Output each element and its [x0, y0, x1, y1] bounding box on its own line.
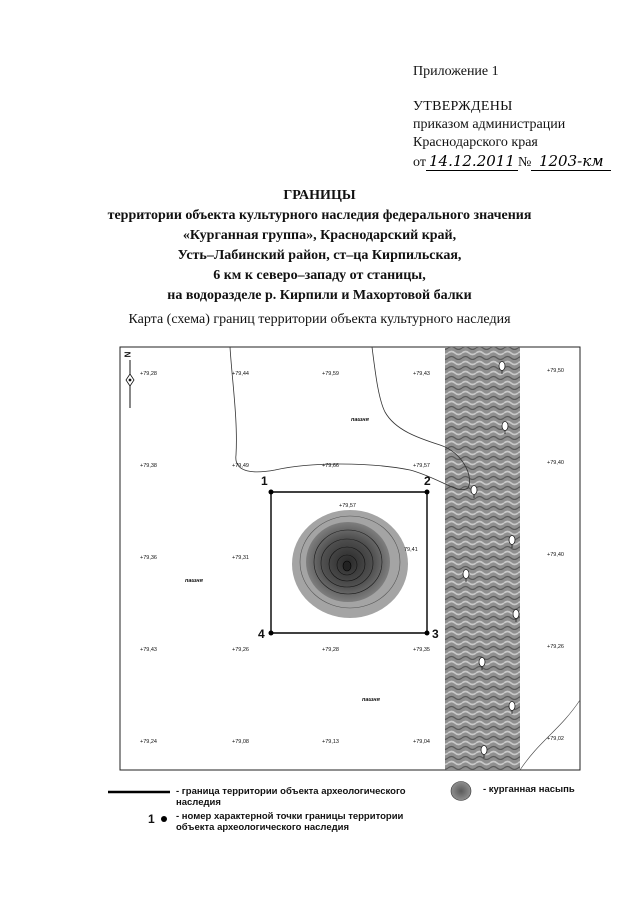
boundary-point-label: 1 — [261, 474, 268, 488]
elevation-label: +79,36 — [140, 555, 157, 561]
elevation-label: +79,02 — [547, 736, 564, 742]
order-line-1: приказом администрации — [413, 117, 566, 132]
legend-point-symbol: 1 — [148, 812, 155, 826]
legend-point-text — [176, 811, 456, 833]
map-caption: Карта (схема) границ территории объекта культурного наследия — [128, 312, 511, 327]
elevation-label: +79,28 — [322, 647, 339, 653]
elevation-label: +79,26 — [232, 647, 249, 653]
number-prefix: № — [517, 155, 532, 170]
title-line-4: Усть–Лабинский район, ст–ца Кирпильская, — [177, 248, 462, 263]
kurgan-mound — [292, 510, 408, 618]
elevation-label: +79,50 — [547, 368, 564, 374]
north-label: N — [123, 351, 133, 358]
legend-point-marker — [161, 816, 167, 822]
title-line-3: «Курганная группа», Краснодарский край, — [182, 228, 457, 243]
elevation-label: +79,43 — [140, 647, 157, 653]
elevation-label: +79,28 — [140, 371, 157, 377]
boundary-point-marker — [425, 631, 430, 636]
legend-boundary-line-2: наследия — [176, 797, 221, 808]
elevation-label: +79,40 — [547, 460, 564, 466]
legend-boundary-text — [176, 786, 446, 808]
legend-mound-icon — [451, 782, 471, 801]
elevation-label: +79,13 — [322, 739, 339, 745]
legend-boundary-line-1: - граница территории объекта археологического — [176, 786, 406, 797]
title-line-2: территории объекта культурного наследия федерального значения — [107, 208, 532, 223]
legend-mound-text: - курганная насыпь — [483, 784, 575, 795]
field-label: пашня — [185, 578, 203, 584]
elevation-label: +79,04 — [413, 739, 430, 745]
elevation-label: +79,38 — [140, 463, 157, 469]
boundary-point-marker — [269, 631, 274, 636]
field-label: пашня — [362, 697, 380, 703]
elevation-label: +79,35 — [413, 647, 430, 653]
elevation-label: +79,26 — [547, 644, 564, 650]
title-line-1: ГРАНИЦЫ — [283, 188, 356, 203]
order-line-2: Краснодарского края — [413, 135, 538, 150]
elevation-label: +79,31 — [232, 555, 249, 561]
boundary-point-label: 3 — [432, 627, 439, 641]
boundary-point-label: 4 — [258, 627, 265, 641]
elevation-label: +79,43 — [413, 371, 430, 377]
appendix-label: Приложение 1 — [413, 64, 499, 79]
elevation-label: +79,40 — [547, 552, 564, 558]
title-line-5: 6 км к северо–западу от станицы, — [213, 268, 426, 283]
handwritten-date: 14.12.2011 — [426, 152, 518, 171]
boundary-point-marker — [425, 490, 430, 495]
title-line-6: на водоразделе р. Кирпили и Махортовой балки — [167, 288, 472, 303]
elevation-label: +79,49 — [232, 463, 249, 469]
elevation-label: +79,57 — [413, 463, 430, 469]
legend-point-line-1: - номер характерной точки границы территории — [176, 811, 404, 822]
boundary-point-label: 2 — [424, 474, 431, 488]
elevation-label: +79,08 — [232, 739, 249, 745]
elevation-label: +79,59 — [322, 371, 339, 377]
field-label: пашня — [351, 417, 369, 423]
elevation-label: +79,44 — [232, 371, 249, 377]
elevation-label: +79,66 — [322, 463, 339, 469]
elevation-label: +79,57 — [339, 503, 356, 509]
elevation-label: +79,24 — [140, 739, 157, 745]
approved-title: УТВЕРЖДЕНЫ — [413, 99, 513, 114]
date-prefix: от — [413, 155, 426, 170]
handwritten-number: 1203-км — [531, 152, 611, 171]
mound-elevation-label: 79,41 — [404, 547, 418, 553]
boundary-point-marker — [269, 490, 274, 495]
legend-point-line-2: объекта археологического наследия — [176, 822, 350, 833]
